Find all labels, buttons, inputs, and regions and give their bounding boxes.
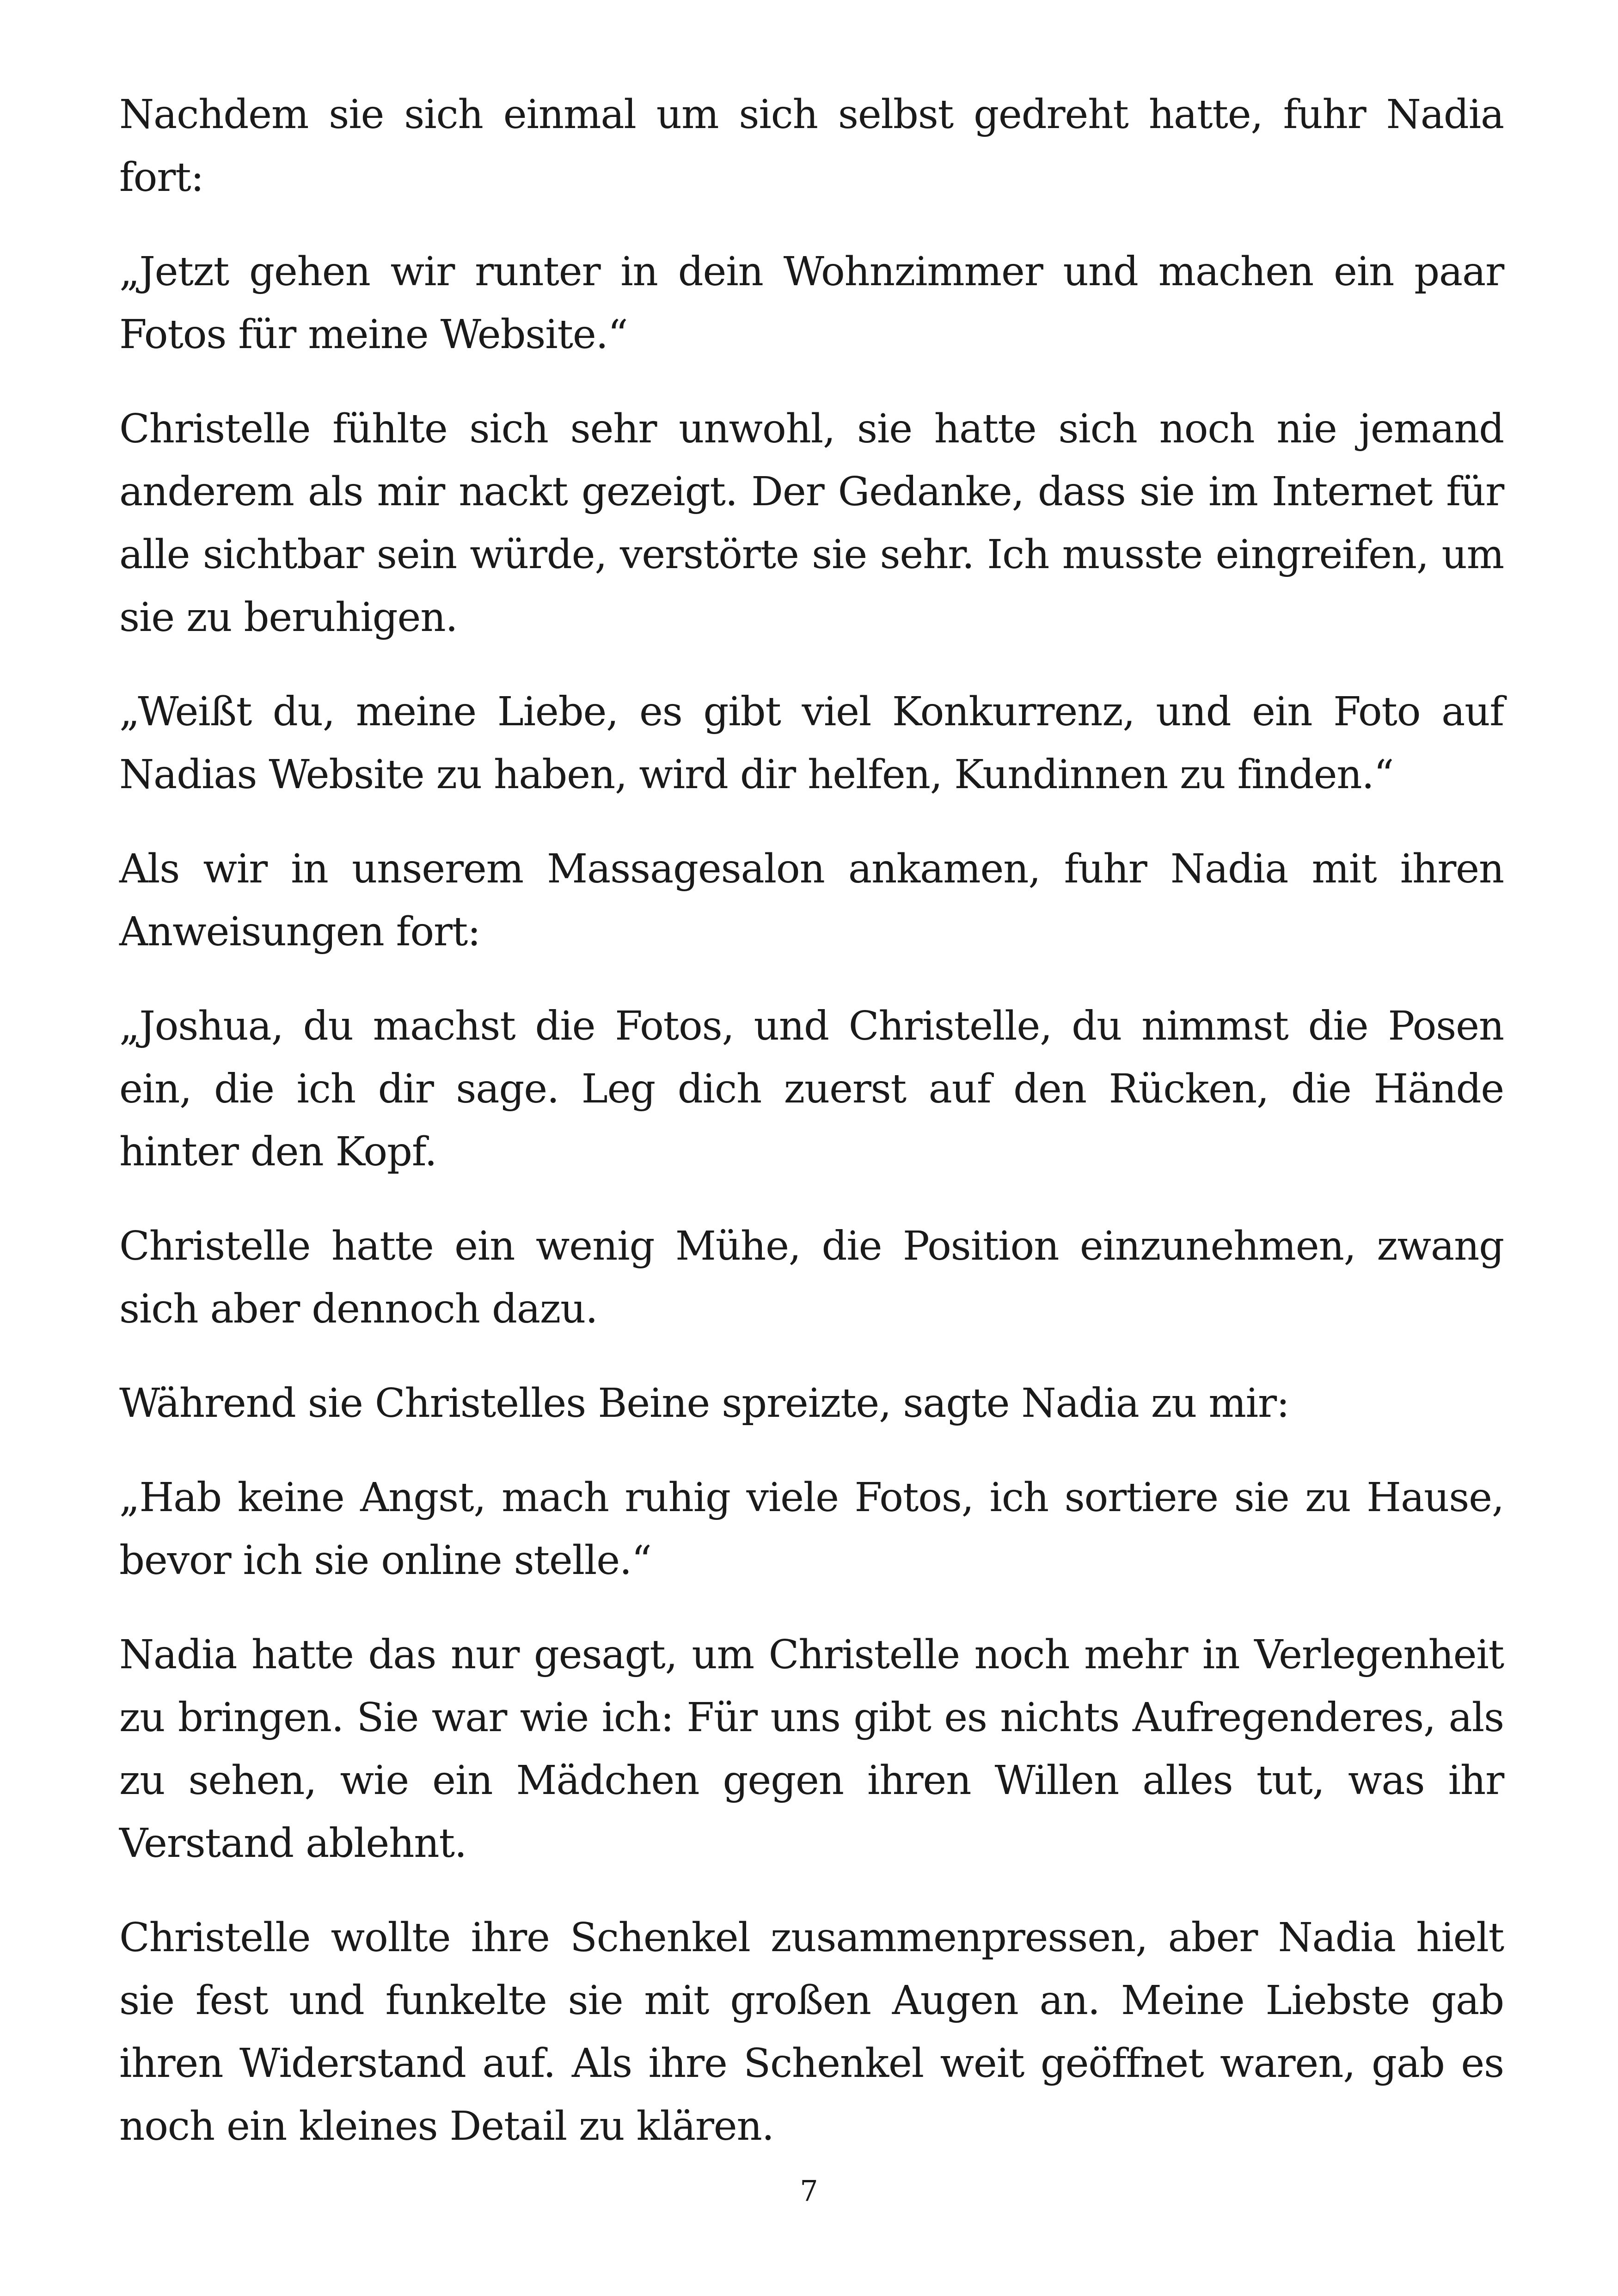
paragraph-3: Christelle fühlte sich sehr unwohl, sie hatte sich noch nie jemand anderem als mir nackt gezeigt. Der Gedanke, dass sie im Internet für alle sichtbar sein würde, verstörte sie sehr. Ich musste eingreifen, um sie zu beruhigen. <box>119 406 1504 641</box>
paragraph-7: Christelle hatte ein wenig Mühe, die Position einzunehmen, zwang sich aber dennoch dazu. <box>119 1223 1504 1332</box>
paragraph-9: „Hab keine Angst, mach ruhig viele Fotos, ich sortiere sie zu Hause, bevor ich sie online stelle.“ <box>119 1475 1504 1584</box>
paragraph-8: Während sie Christelles Beine spreizte, sagte Nadia zu mir: <box>119 1380 1289 1427</box>
paragraph-6: „Joshua, du machst die Fotos, und Christelle, du nimmst die Posen ein, die ich dir sage. Leg dich zuerst auf den Rücken, die Hände hinter den Kopf. <box>119 1003 1504 1175</box>
paragraph-1: Nachdem sie sich einmal um sich selbst gedreht hatte, fuhr Nadia fort: <box>119 92 1504 201</box>
page-body <box>119 83 1504 2189</box>
page-number: 7 <box>800 2174 818 2208</box>
paragraph-2: „Jetzt gehen wir runter in dein Wohnzimmer und machen ein paar Fotos für meine Website.“ <box>119 249 1504 358</box>
paragraph-10: Nadia hatte das nur gesagt, um Christelle noch mehr in Verlegenheit zu bringen. Sie war wie ich: Für uns gibt es nichts Aufregenderes, als zu sehen, wie ein Mädchen gegen ihren Willen alles tut, was ihr Verstand ablehnt. <box>119 1632 1504 1867</box>
paragraph-5: Als wir in unserem Massagesalon ankamen, fuhr Nadia mit ihren Anweisungen fort: <box>119 846 1504 955</box>
paragraph-4: „Weißt du, meine Liebe, es gibt viel Konkurrenz, und ein Foto auf Nadias Website zu haben, wird dir helfen, Kundinnen zu finden.“ <box>119 689 1504 798</box>
paragraph-11: Christelle wollte ihre Schenkel zusammenpressen, aber Nadia hielt sie fest und funkelte sie mit großen Augen an. Meine Liebste gab ihren Widerstand auf. Als ihre Schenkel weit geöffnet waren, gab es noch ein kleines Detail zu klären. <box>119 1915 1504 2149</box>
